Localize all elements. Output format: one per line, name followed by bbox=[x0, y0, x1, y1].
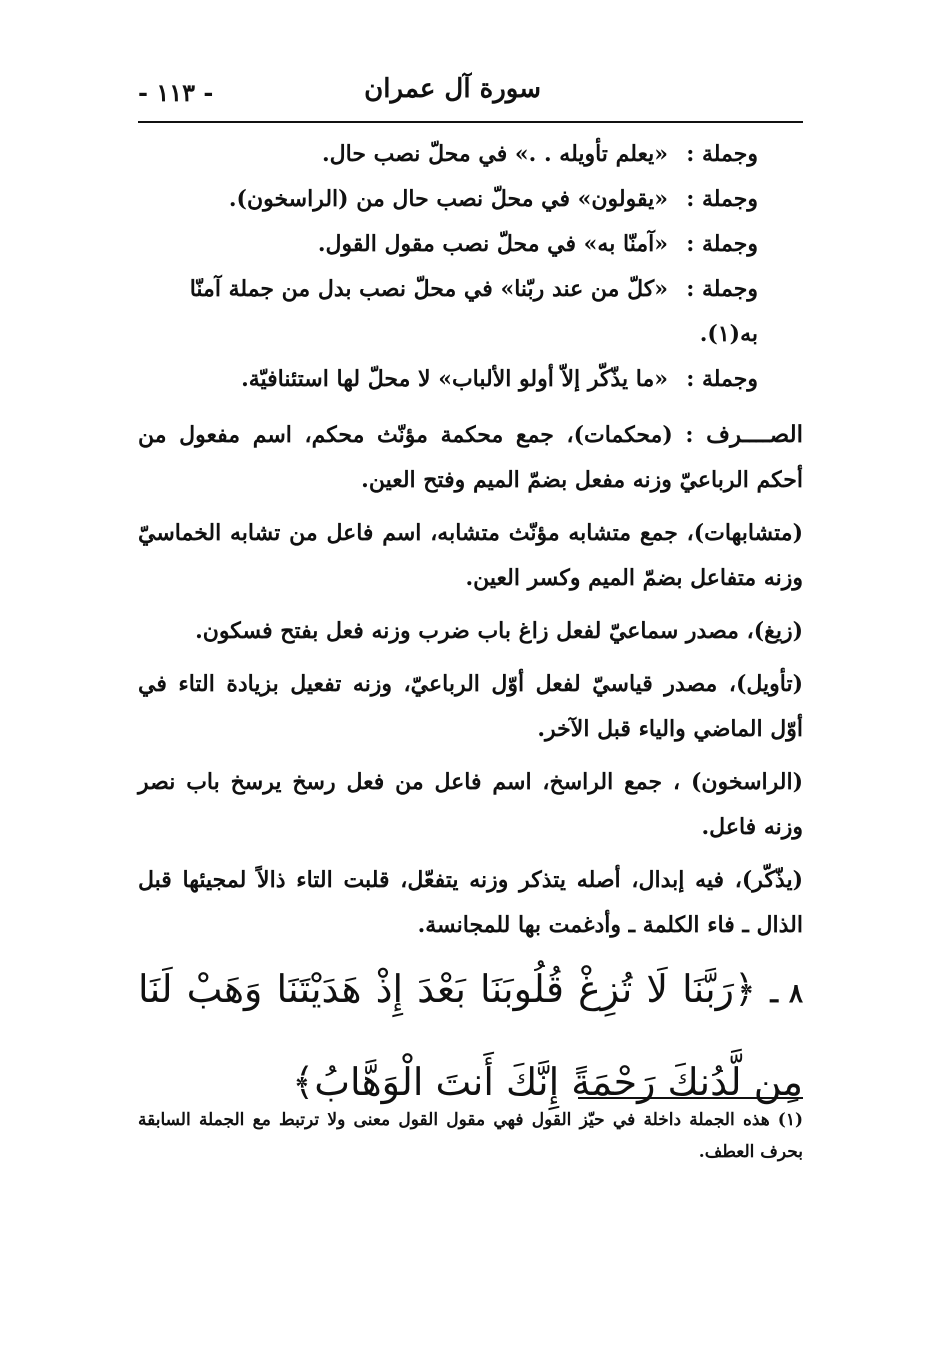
surah-title: سورة آل عمران bbox=[364, 74, 541, 104]
sarf-paragraph: (يذّكّر)، فيه إبدال، أصله يتذكر وزنه يتفعّل، قلبت التاء ذالاً لمجيئها قبل الذال ـ فاء الكلمة ـ وأدغمت بها للمجانسة. bbox=[138, 867, 803, 938]
page-number: - ١١٣ - bbox=[138, 78, 214, 107]
verse-text: ﴿رَبَّنَا لَا تُزِغْ قُلُوبَنَا بَعْدَ إِذْ هَدَيْتَنَا وَهَبْ لَنَا مِن لَّدُنكَ رَحْمَةً إِنَّكَ أَنتَ الْوَهَّابُ﴾ bbox=[138, 967, 803, 1104]
jumla-line bbox=[138, 357, 803, 402]
jumla-text: «يعلم تأويله . .» في محلّ نصب حال. bbox=[322, 141, 668, 167]
footnote-divider bbox=[578, 1097, 803, 1099]
jumla-text: «يقولون» في محلّ نصب حال من (الراسخون). bbox=[228, 186, 668, 212]
jumla-line bbox=[138, 222, 803, 267]
jumla-label: وجملة : bbox=[686, 276, 758, 302]
jumla-line bbox=[138, 267, 803, 357]
jumla-text: «ما يذّكّر إلاّ أولو الألباب» لا محلّ لها استئنافيّة. bbox=[241, 366, 668, 392]
verse-number: ٨ ـ bbox=[770, 979, 803, 1009]
jumla-label: وجملة : bbox=[686, 366, 758, 392]
footnote bbox=[138, 1104, 803, 1168]
sarf-paragraph: (متشابهات)، جمع متشابه مؤنّث متشابه، اسم فاعل من تشابه الخماسيّ وزنه متفاعل بضمّ الميم وكسر العين. bbox=[138, 520, 803, 591]
header-divider bbox=[138, 121, 803, 123]
jumla-text: «كلّ من عند ربّنا» في محلّ نصب بدل من جملة آمنّا به(١). bbox=[189, 276, 758, 347]
sarf-paragraph bbox=[138, 412, 803, 503]
jumla-label: وجملة : bbox=[686, 186, 758, 212]
sarf-heading: الصــــرف bbox=[706, 421, 803, 448]
sarf-section bbox=[138, 412, 803, 948]
jumla-text: «آمنّا به» في محلّ نصب مقول القول. bbox=[317, 231, 668, 257]
sarf-paragraph: (تأويل)، مصدر قياسيّ لفعل أوّل الرباعيّ، وزنه تفعيل بزيادة التاء في أوّل الماضي والياء قبل الآخر. bbox=[138, 671, 803, 742]
jumla-label: وجملة : bbox=[686, 231, 758, 257]
jumla-line bbox=[138, 177, 803, 222]
footnote-text: هذه الجملة داخلة في حيّز القول فهي مقول القول معنى ولا ترتبط مع الجملة السابقة بحرف العطف. bbox=[138, 1110, 803, 1162]
page-header bbox=[138, 72, 803, 120]
page-body bbox=[138, 132, 803, 948]
jumla-label: وجملة : bbox=[686, 141, 758, 167]
jumal-section bbox=[138, 132, 803, 402]
sarf-paragraph-text: : (محكمات)، جمع محكمة مؤنّث محكم، اسم مفعول من أحكم الرباعيّ وزنه مفعل بضمّ الميم وفتح العين. bbox=[138, 422, 803, 493]
sarf-paragraph: (زيغ)، مصدر سماعيّ لفعل زاغ باب ضرب وزنه فعل بفتح فسكون. bbox=[195, 618, 803, 644]
sarf-paragraph: (الراسخون) ، جمع الراسخ، اسم فاعل من فعل رسخ يرسخ باب نصر وزنه فاعل. bbox=[138, 769, 803, 840]
footnote-number: (١) bbox=[777, 1110, 803, 1130]
jumla-line bbox=[138, 132, 803, 177]
